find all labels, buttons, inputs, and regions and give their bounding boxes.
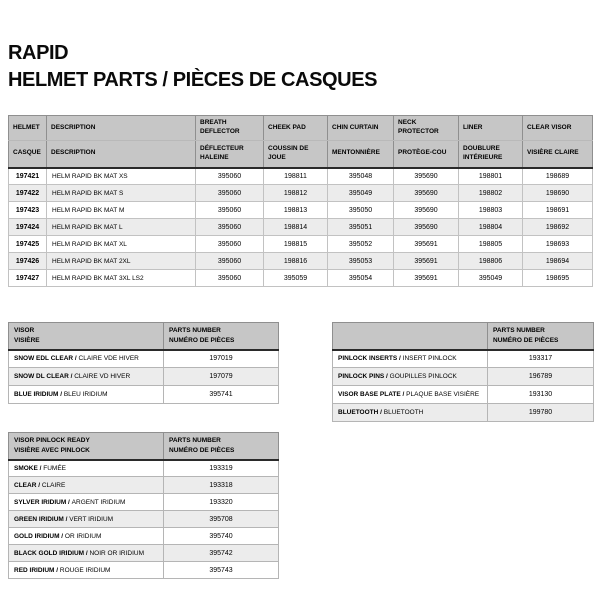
cheek-pad-part: 198815 [264, 236, 328, 253]
col-header-chin-curtain-fr: MENTONNIÈRE [328, 141, 394, 168]
table-row [9, 545, 279, 562]
part-label: BLACK GOLD IRIDIUM / NOIR OR IRIDIUM [9, 545, 164, 562]
col-header-clear-visor-fr: VISIÈRE CLAIRE [523, 141, 593, 168]
chin-curtain-part: 395052 [328, 236, 394, 253]
table-row [9, 528, 279, 545]
helmet-number: 197427 [9, 270, 47, 287]
neck-protector-part: 395691 [394, 253, 459, 270]
part-number: 193320 [164, 494, 279, 511]
table-row [333, 350, 594, 368]
parts-number-fr: NUMÉRO DE PIÈCES [169, 336, 235, 344]
pinlock-table-title [9, 433, 164, 460]
part-label: CLEAR / CLAIRE [9, 477, 164, 494]
part-label: RED IRIDIUM / ROUGE IRIDIUM [9, 562, 164, 579]
helmet-description: HELM RAPID BK MAT L [47, 219, 196, 236]
part-number: 193130 [488, 386, 594, 404]
parts-number-header [488, 323, 594, 350]
breath-deflector-part: 395060 [196, 270, 264, 287]
table-row [9, 236, 593, 253]
part-number: 193318 [164, 477, 279, 494]
helmet-number: 197426 [9, 253, 47, 270]
part-number: 196789 [488, 368, 594, 386]
page-title-model: RAPID [8, 42, 69, 64]
liner-part: 198803 [459, 202, 523, 219]
liner-part: 198805 [459, 236, 523, 253]
clear-visor-part: 198689 [523, 168, 593, 185]
part-number: 395708 [164, 511, 279, 528]
pinlock-title-fr: VISIÈRE AVEC PINLOCK [14, 446, 90, 454]
parts-number-en: PARTS NUMBER [169, 327, 221, 335]
col-header-chin-curtain-en: CHIN CURTAIN [328, 116, 394, 141]
part-label: BLUETOOTH / BLUETOOTH [333, 404, 488, 422]
header-row-french [9, 141, 593, 168]
col-header-cheek-pad-en: CHEEK PAD [264, 116, 328, 141]
cheek-pad-part: 395059 [264, 270, 328, 287]
parts-number-fr: NUMÉRO DE PIÈCES [169, 446, 235, 454]
part-label: GOLD IRIDIUM / OR IRIDIUM [9, 528, 164, 545]
helmet-description: HELM RAPID BK MAT XL [47, 236, 196, 253]
helmet-number: 197421 [9, 168, 47, 185]
part-label: BLUE IRIDIUM / BLEU IRIDIUM [9, 386, 164, 404]
col-header-description-fr: DESCRIPTION [47, 141, 196, 168]
table-row [9, 168, 593, 185]
part-label: SNOW EDL CLEAR / CLAIRE VDE HIVER [9, 350, 164, 368]
table-row [9, 494, 279, 511]
part-number: 199780 [488, 404, 594, 422]
part-number: 193319 [164, 460, 279, 477]
part-label: SNOW DL CLEAR / CLAIRE VD HIVER [9, 368, 164, 386]
chin-curtain-part: 395051 [328, 219, 394, 236]
clear-visor-part: 198691 [523, 202, 593, 219]
neck-protector-part: 395690 [394, 202, 459, 219]
chin-curtain-part: 395053 [328, 253, 394, 270]
chin-curtain-part: 395048 [328, 168, 394, 185]
parts-number-en: PARTS NUMBER [169, 437, 221, 445]
helmet-number: 197425 [9, 236, 47, 253]
helmet-description: HELM RAPID BK MAT M [47, 202, 196, 219]
col-header-helmet-en: HELMET [9, 116, 47, 141]
helmet-number: 197424 [9, 219, 47, 236]
col-header-neck-protector-fr: PROTÈGE-COU [394, 141, 459, 168]
cheek-pad-part: 198816 [264, 253, 328, 270]
parts-number-header [164, 433, 279, 460]
clear-visor-part: 198694 [523, 253, 593, 270]
parts-number-en: PARTS NUMBER [493, 327, 545, 335]
table-row [333, 404, 594, 422]
helmet-parts-table [8, 115, 593, 287]
helmet-description: HELM RAPID BK MAT 3XL LS2 [47, 270, 196, 287]
part-number: 197079 [164, 368, 279, 386]
col-header-description-en: DESCRIPTION [47, 116, 196, 141]
part-number: 197019 [164, 350, 279, 368]
table-row [333, 386, 594, 404]
col-header-liner-fr: DOUBLURE INTÉRIEURE [459, 141, 523, 168]
col-header-helmet-fr: CASQUE [9, 141, 47, 168]
part-number: 395740 [164, 528, 279, 545]
part-label: GREEN IRIDIUM / VERT IRIDIUM [9, 511, 164, 528]
neck-protector-part: 395690 [394, 168, 459, 185]
clear-visor-part: 198692 [523, 219, 593, 236]
table-row [9, 562, 279, 579]
col-header-liner-en: LINER [459, 116, 523, 141]
col-header-neck-protector-en: NECK PROTECTOR [394, 116, 459, 141]
col-header-breath-deflector-fr: DÉFLECTEUR HALEINE [196, 141, 264, 168]
parts-number-header [164, 323, 279, 350]
header-row [9, 433, 279, 460]
clear-visor-part: 198695 [523, 270, 593, 287]
table-row [9, 477, 279, 494]
helmet-description: HELM RAPID BK MAT 2XL [47, 253, 196, 270]
part-label: SMOKE / FUMÉE [9, 460, 164, 477]
visor-title-en: VISOR [14, 327, 35, 335]
liner-part: 395049 [459, 270, 523, 287]
chin-curtain-part: 395054 [328, 270, 394, 287]
part-number: 193317 [488, 350, 594, 368]
breath-deflector-part: 395060 [196, 253, 264, 270]
table-row [9, 270, 593, 287]
breath-deflector-part: 395060 [196, 219, 264, 236]
table-row [9, 202, 593, 219]
helmet-description: HELM RAPID BK MAT S [47, 185, 196, 202]
table-row [333, 368, 594, 386]
helmet-number: 197423 [9, 202, 47, 219]
table-row [9, 253, 593, 270]
header-row-english [9, 116, 593, 141]
breath-deflector-part: 395060 [196, 202, 264, 219]
cheek-pad-part: 198812 [264, 185, 328, 202]
helmet-description: HELM RAPID BK MAT XS [47, 168, 196, 185]
part-label: SYLVER IRIDIUM / ARGENT IRIDIUM [9, 494, 164, 511]
table-row [9, 219, 593, 236]
helmet-number: 197422 [9, 185, 47, 202]
table-row [9, 460, 279, 477]
breath-deflector-part: 395060 [196, 185, 264, 202]
liner-part: 198806 [459, 253, 523, 270]
liner-part: 198801 [459, 168, 523, 185]
part-label: VISOR BASE PLATE / PLAQUE BASE VISIÈRE [333, 386, 488, 404]
visor-table-title [9, 323, 164, 350]
part-label: PINLOCK PINS / GOUPILLES PINLOCK [333, 368, 488, 386]
visor-table [8, 322, 279, 404]
col-header-breath-deflector-en: BREATH DEFLECTOR [196, 116, 264, 141]
part-number: 395742 [164, 545, 279, 562]
cheek-pad-part: 198814 [264, 219, 328, 236]
chin-curtain-part: 395049 [328, 185, 394, 202]
table-row [9, 350, 279, 368]
col-header-cheek-pad-fr: COUSSIN DE JOUE [264, 141, 328, 168]
pinlock-title-en: VISOR PINLOCK READY [14, 437, 90, 445]
neck-protector-part: 395690 [394, 219, 459, 236]
neck-protector-part: 395691 [394, 236, 459, 253]
clear-visor-part: 198690 [523, 185, 593, 202]
table-row [9, 386, 279, 404]
table-row [9, 511, 279, 528]
header-row [333, 323, 594, 350]
chin-curtain-part: 395050 [328, 202, 394, 219]
part-number: 395741 [164, 386, 279, 404]
visor-pinlock-ready-table [8, 432, 279, 579]
table-row [9, 368, 279, 386]
neck-protector-part: 395691 [394, 270, 459, 287]
page-title [8, 40, 377, 94]
accessories-table [332, 322, 594, 422]
visor-title-fr: VISIÈRE [14, 336, 40, 344]
header-row [9, 323, 279, 350]
liner-part: 198802 [459, 185, 523, 202]
neck-protector-part: 395690 [394, 185, 459, 202]
liner-part: 198804 [459, 219, 523, 236]
cheek-pad-part: 198811 [264, 168, 328, 185]
part-number: 395743 [164, 562, 279, 579]
parts-number-fr: NUMÉRO DE PIÈCES [493, 336, 559, 344]
cheek-pad-part: 198813 [264, 202, 328, 219]
accessories-table-title [333, 323, 488, 350]
col-header-clear-visor-en: CLEAR VISOR [523, 116, 593, 141]
clear-visor-part: 198693 [523, 236, 593, 253]
breath-deflector-part: 395060 [196, 236, 264, 253]
breath-deflector-part: 395060 [196, 168, 264, 185]
table-row [9, 185, 593, 202]
page-title-subtitle: HELMET PARTS / PIÈCES DE CASQUES [8, 69, 378, 91]
part-label: PINLOCK INSERTS / INSERT PINLOCK [333, 350, 488, 368]
